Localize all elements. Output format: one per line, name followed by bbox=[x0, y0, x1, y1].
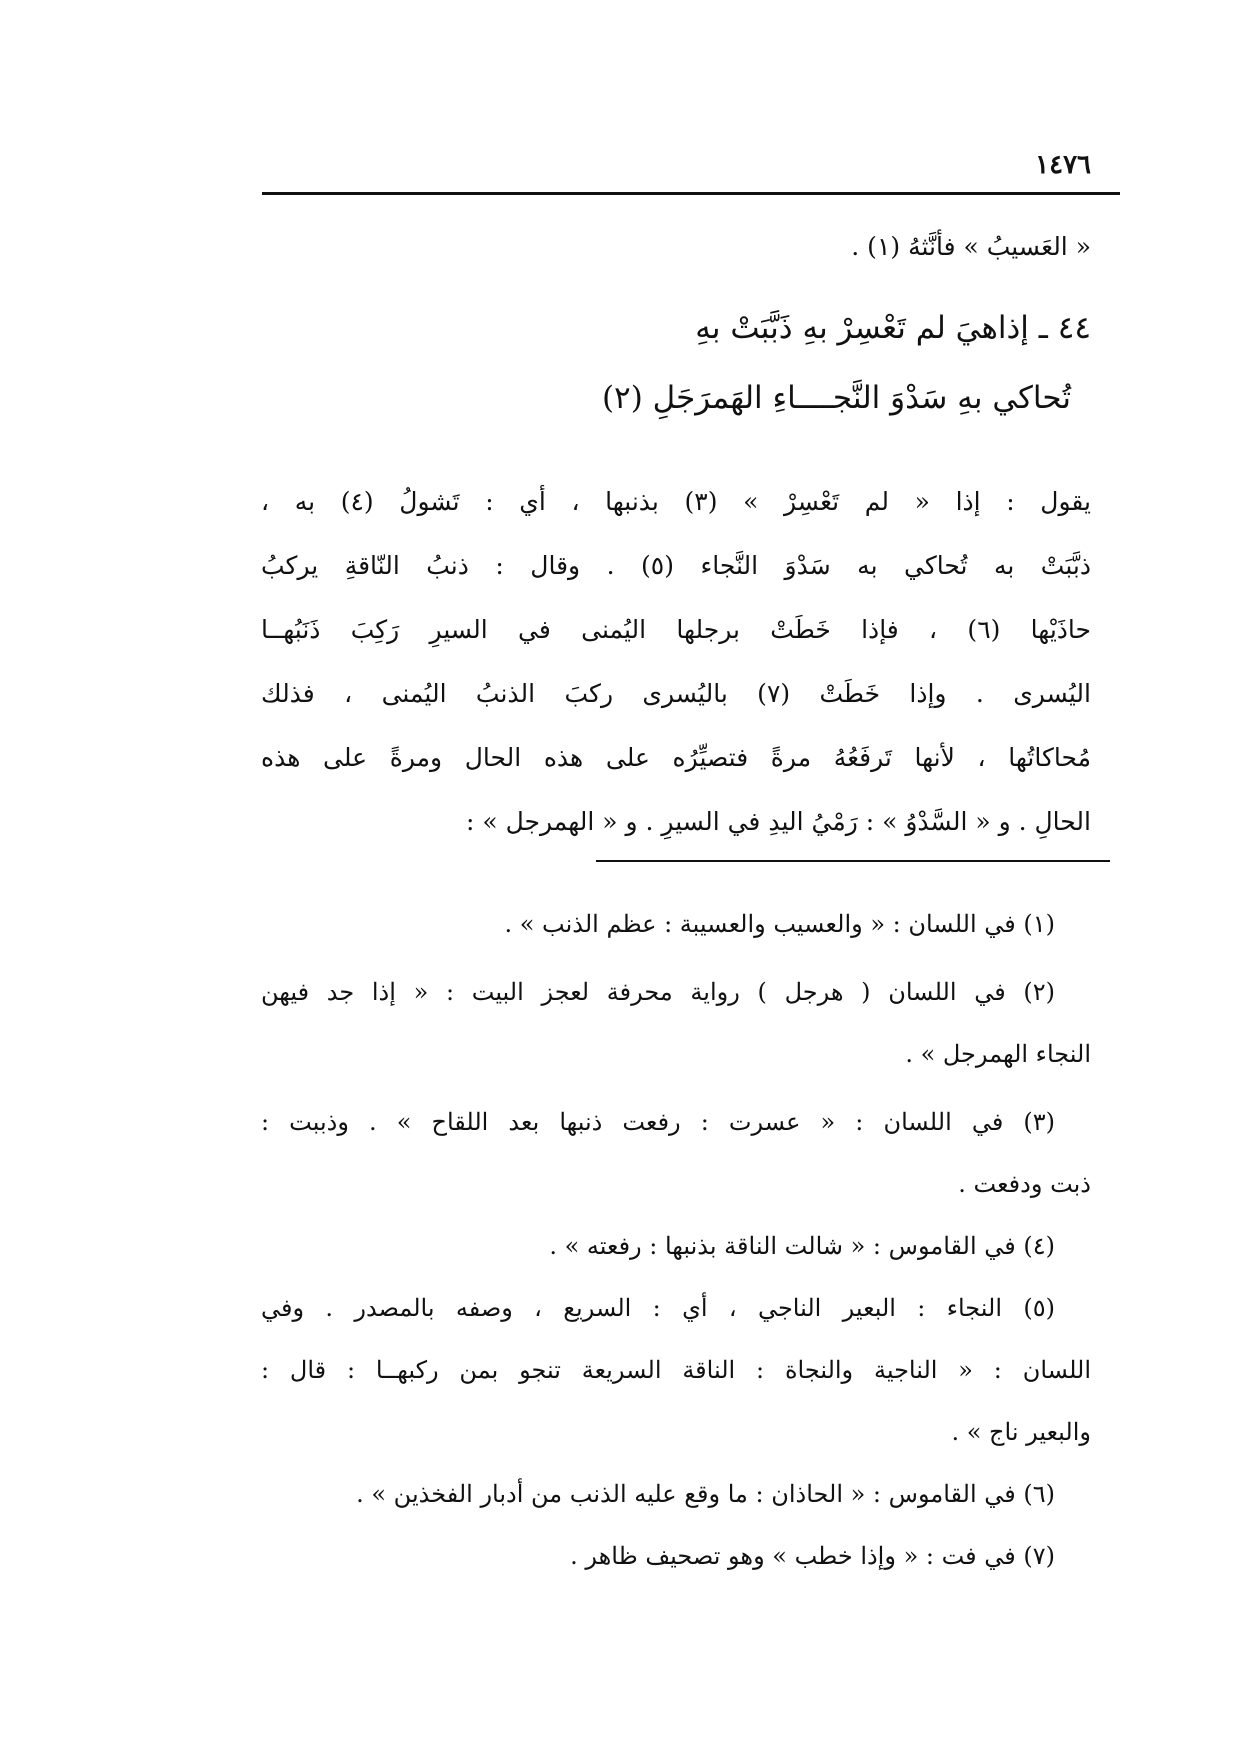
verse-line-2: تُحاكي بهِ سَدْوَ النَّجــــاءِ الهَمرَجَلِ (٢) bbox=[601, 380, 1071, 416]
footnote-1: (١) في اللسان : « والعسيب والعسيبة : عظم الذنب » . bbox=[504, 910, 1055, 938]
commentary-line: حاذَيْها (٦) ، فإذا خَطَتْ برجلها اليُمنى في السيرِ رَكِبَ ذَنَبُهــا bbox=[261, 615, 1091, 644]
header-rule bbox=[262, 192, 1120, 195]
footnote-2: (٢) في اللسان ( هرجل ) رواية محرفة لعجز البيت : « إذا جد فيهن bbox=[261, 978, 1055, 1006]
footnote-5-end: والبعير ناج » . bbox=[951, 1418, 1091, 1446]
commentary-line: اليُسرى . وإذا خَطَتْ (٧) باليُسرى ركبَ الذنبُ اليُمنى ، فذلك bbox=[261, 679, 1091, 708]
commentary-line: مُحاكاتُها ، لأنها تَرفَعُهُ مرةً فتصيِّرُه على هذه الحال ومرةً على هذه bbox=[261, 743, 1091, 772]
footnote-7: (٧) في فت : « وإذا خطب » وهو تصحيف ظاهر . bbox=[570, 1542, 1055, 1570]
footnote-3: (٣) في اللسان : « عسرت : رفعت ذنبها بعد اللقاح » . وذببت : bbox=[261, 1108, 1055, 1136]
commentary-line: يقول : إذا « لم تَعْسِرْ » (٣) بذنبها ، أي : تَشولُ (٤) به ، bbox=[261, 487, 1091, 516]
continuation-line: « العَسيبُ » فأنَّثهُ (١) . bbox=[851, 232, 1091, 261]
footnote-6: (٦) في القاموس : « الحاذان : ما وقع عليه الذنب من أدبار الفخذين » . bbox=[356, 1480, 1055, 1508]
verse-line-1: ٤٤ ـ إذاهيَ لم تَعْسِرْ بهِ ذَبَّبَتْ بهِ bbox=[695, 310, 1091, 346]
footnote-5: (٥) النجاء : البعير الناجي ، أي : السريع ، وصفه بالمصدر . وفي bbox=[261, 1294, 1055, 1322]
commentary-line: ذبَّبَتْ به تُحاكي به سَدْوَ النَّجاء (٥) . وقال : ذنبُ النّاقةِ يركبُ bbox=[261, 551, 1091, 580]
footnotes bbox=[261, 893, 1091, 1587]
commentary bbox=[261, 470, 1091, 854]
footnote-5-cont: اللسان : « الناجية والنجاة : الناقة السريعة تنجو بمن ركبهــا : قال : bbox=[261, 1356, 1091, 1384]
footnote-3-cont: ذبت ودفعت . bbox=[958, 1170, 1091, 1198]
page-number: ١٤٧٦ bbox=[1035, 150, 1091, 180]
footnote-2-cont: النجاء الهمرجل » . bbox=[905, 1040, 1091, 1068]
commentary-line: الحالِ . و « السَّدْوُ » : رَمْيُ اليدِ في السيرِ . و « الهمرجل » : bbox=[466, 807, 1091, 836]
footnote-rule bbox=[596, 860, 1110, 862]
footnote-4: (٤) في القاموس : « شالت الناقة بذنبها : رفعته » . bbox=[549, 1232, 1055, 1260]
